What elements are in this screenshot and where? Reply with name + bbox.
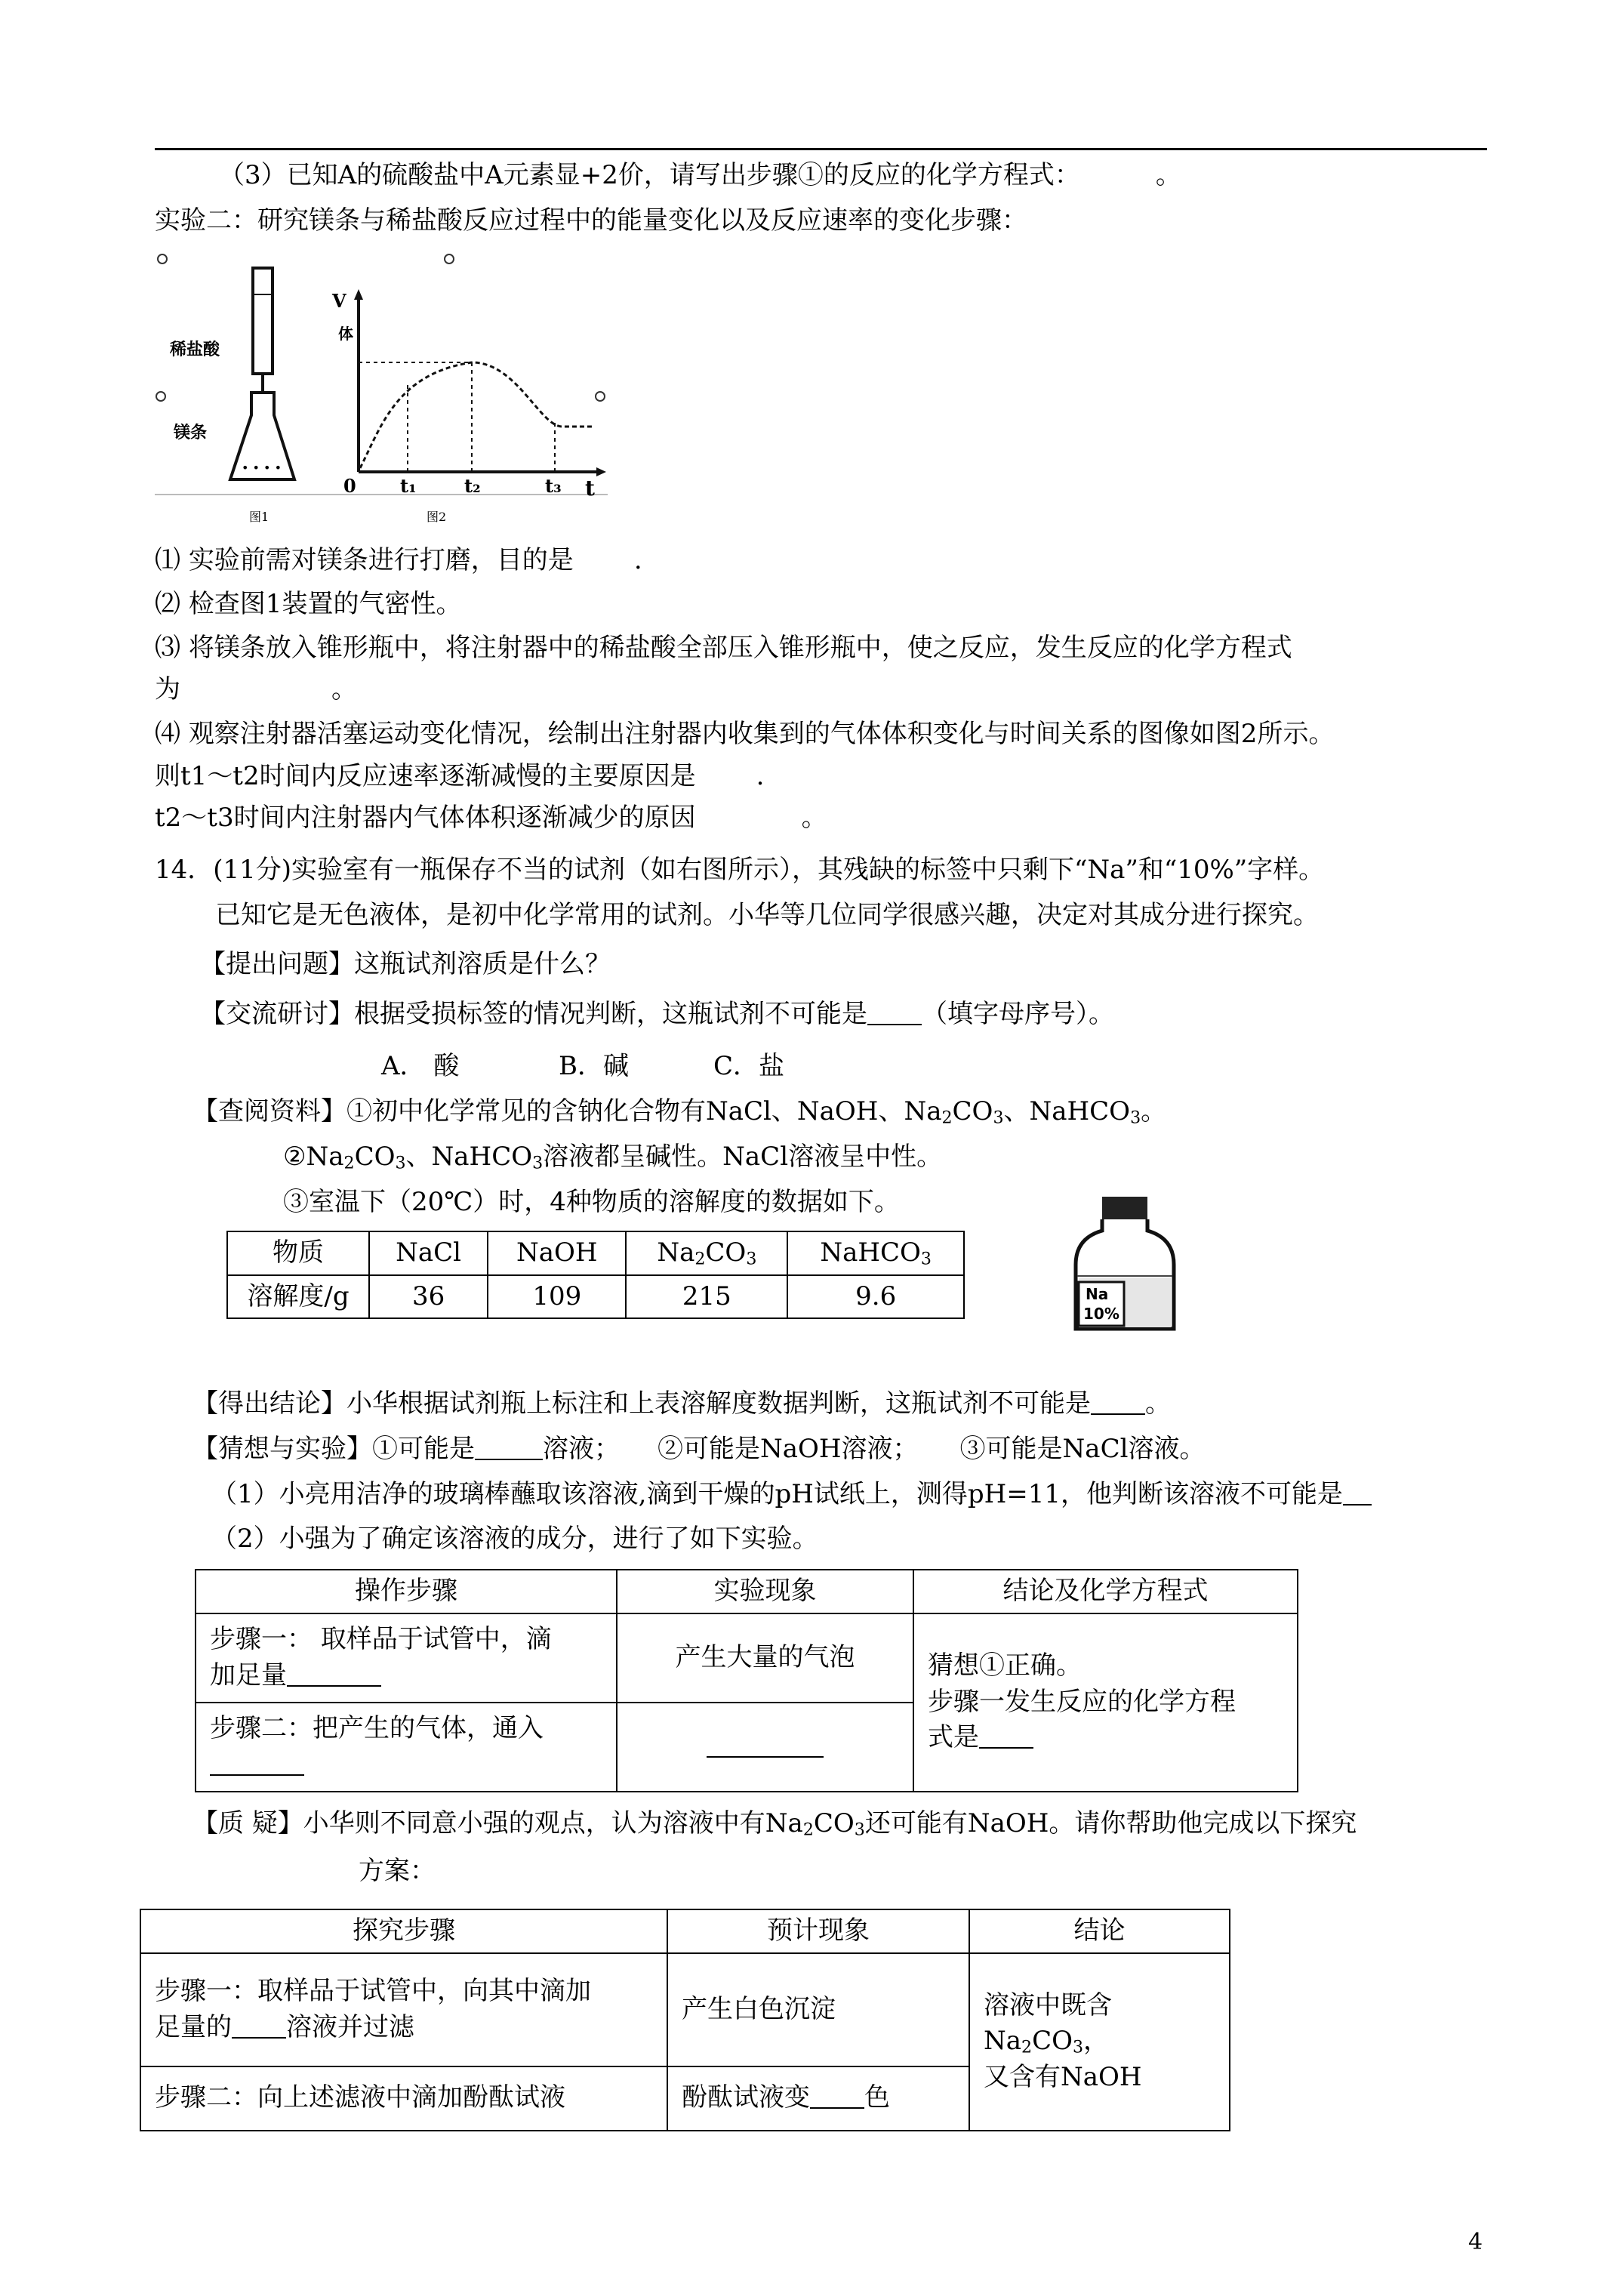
exp-header-steps: 操作步骤 [196,1570,617,1613]
figure-1-caption: 图1 [249,510,269,524]
plan-step-1-tail: 溶液并过滤 [286,2011,414,2042]
option-c: C．盐 [713,1051,785,1081]
sol-value-na2co3: 215 [626,1275,787,1319]
guess-mid-3: ③可能是NaCl溶液。 [959,1434,1206,1464]
reference-2: $②Na_2CO_3$、NaHCO$_3$溶液都呈碱性。NaCl溶液呈中性。 [283,1142,943,1173]
step-3-cont-text: 为 [155,674,180,704]
part-1-text: （1）小亮用洁净的玻璃棒蘸取该溶液,滴到干燥的pH试纸上，测得pH=11，他判断该溶液不可能是 [211,1479,1344,1509]
step-4-num: ⑷ [155,719,180,749]
guess-mid-1: 溶液； [543,1434,620,1464]
part-1-blank[interactable] [1343,1478,1372,1505]
syringe-icon [253,268,273,374]
plan-expected-1: 产生白色沉淀 [667,1953,969,2066]
exp-step-2-line-a: 步骤二：把产生的气体，通入 [210,1713,544,1743]
conclusion-tail: 。 [1145,1388,1171,1419]
bottle-label-na: Na [1086,1285,1109,1303]
q14-line-2: 已知它是无色液体，是初中化学常用的试剂。小华等几位同学很感兴趣，决定对其成分进行探究。 [215,900,1319,930]
part-1-line [211,1478,1372,1510]
plan-step-1-pre: 足量的 [155,2011,232,2042]
label-dilute-hcl: 稀盐酸 [170,340,220,359]
question-3-text: （3）已知A的硫酸盐中A元素显+2价，请写出步骤①的反应的化学方程式： [219,160,1080,190]
option-b: B．碱 [559,1051,629,1081]
step-1-tail: . [633,545,642,575]
apparatus-and-graph-figure [155,253,608,532]
solubility-table [226,1231,965,1319]
sol-header-na2co3: $Na_2CO_3$ [626,1231,787,1275]
plan-conclusion-co: CO [1032,2026,1073,2057]
plan-conclusion-tail: ， [1083,2026,1110,2057]
doubt-line: 【质 疑】小华则不同意小强的观点，认为溶液中有$Na_2CO_3$还可能有NaOH。请你帮助他完成以下探究 [192,1808,1357,1840]
step-3-cont-tail: 。 [331,674,357,704]
part-2-line: （2）小强为了确定该溶液的成分，进行了如下实验。 [211,1524,818,1554]
exp-conclusion-blank[interactable] [979,1721,1033,1749]
t1-label: t₁ [400,475,417,497]
sol-row-label: 溶解度/g [227,1275,369,1319]
step-4-cont-1 [155,761,764,792]
step-3 [155,633,1292,664]
step-4-cont-1-tail: . [756,761,765,791]
exp-conclusion-line-2: 步骤一发生反应的化学方程 [928,1686,1236,1717]
exp-step-1 [196,1613,617,1703]
plan-expected-2-tail: 色 [864,2082,890,2113]
header-rule [155,148,1487,150]
figure-2-caption: 图2 [427,510,447,524]
plan-table [140,1909,1230,2131]
step-4-text: 观察注射器活塞运动变化情况，绘制出注射器内收集到的气体体积变化与时间关系的图像如图2所示。 [188,719,1335,749]
q14-line-1: 14．(11分)实验室有一瓶保存不当的试剂（如右图所示），其残缺的标签中只剩下“Na”和“10%”字样。 [155,855,1325,885]
plan-expected-2 [667,2066,969,2131]
option-a: A． 酸 [381,1051,460,1081]
plan-header-expected: 预计现象 [667,1909,969,1953]
reagent-bottle-icon [1061,1193,1189,1336]
t3-label: t₃ [545,475,562,497]
plan-step-1-blank[interactable] [232,2011,286,2039]
plan-conclusion-pre: 溶液中既含Na [984,1989,1112,2057]
reference-2-na: ②Na [283,1142,344,1172]
exp-conclusion [913,1613,1298,1792]
question-3 [219,160,1181,191]
plan-step-1-line-a: 步骤一：取样品于试管中，向其中滴加 [155,1976,591,2006]
exp-observation-1: 产生大量的气泡 [617,1613,913,1703]
step-4-cont-1-text: 则t1～t2时间内反应速率逐渐减慢的主要原因是 [155,761,696,791]
sol-value-nahco3: 9.6 [787,1275,964,1319]
reference-2-co: CO [354,1142,396,1172]
step-2-text: 检查图1装置的气密性。 [188,589,462,619]
bottle-label-percent: 10% [1083,1305,1119,1323]
reference-2-tail: 溶液都呈碱性。NaCl溶液呈中性。 [543,1142,943,1172]
exp-conclusion-line-1: 猜想①正确。 [928,1650,1082,1681]
plan-expected-2-pre: 酚酞试液变 [682,2082,810,2113]
step-1-num: ⑴ [155,545,180,575]
guess-mid-2: ②可能是NaOH溶液； [658,1434,919,1464]
step-1 [155,545,642,576]
step-4 [155,719,1334,750]
doubt-co: CO [813,1808,855,1838]
reference-1-text: 【查阅资料】①初中化学常见的含钠化合物有NaCl、NaOH、Na [192,1096,942,1126]
step-4-cont-2-text: t2～t3时间内注射器内气体体积逐渐减少的原因 [155,803,696,833]
conclusion-text: 【得出结论】小华根据试剂瓶上标注和上表溶解度数据判断，这瓶试剂不可能是 [192,1388,1091,1419]
exp-step-1-blank[interactable] [287,1660,381,1687]
exp-observation-2-blank[interactable] [707,1730,824,1758]
guess-pre: 【猜想与实验】①可能是 [192,1434,475,1464]
axis-v-label: V [332,290,346,312]
plan-step-1 [140,1953,667,2066]
answer-blank[interactable] [867,998,922,1025]
plan-header-conclusion: 结论 [969,1909,1230,1953]
doubt-line-2: 方案： [359,1856,436,1886]
doubt-tail: 还可能有NaOH。请你帮助他完成以下探究 [864,1808,1357,1838]
step-4-cont-2 [155,803,827,834]
step-3-cont [155,674,357,705]
exp-step-1-line-a: 步骤一： 取样品于试管中，滴 [210,1624,552,1654]
plan-header-steps: 探究步骤 [140,1909,667,1953]
sol-header-nacl: NaCl [369,1231,488,1275]
plan-step-2: 步骤二：向上述滤液中滴加酚酞试液 [140,2066,667,2131]
exp-step-1-line-b: 加足量 [210,1660,287,1690]
reference-1: 【查阅资料】①初中化学常见的含钠化合物有NaCl、NaOH、$Na_2CO_3$、NaHCO$_3$。 [192,1096,1167,1128]
svg-text:• • • •: • • • • [242,461,282,475]
step-1-text: 实验前需对镁条进行打磨，目的是 [188,545,574,575]
plan-conclusion-line-2: 又含有NaOH [984,2061,1142,2092]
axis-v-sub-label: 体 [338,325,353,343]
sol-value-nacl: 36 [369,1275,488,1319]
step-2 [155,589,461,620]
plan-expected-2-blank[interactable] [810,2082,864,2109]
volume-curve [360,362,593,468]
sol-value-naoh: 109 [488,1275,626,1319]
sol-header-substance: 物质 [227,1231,369,1275]
exp-step-2 [196,1703,617,1792]
label-magnesium: 镁条 [174,423,208,442]
origin-label: 0 [343,475,356,497]
exp-header-observation: 实验现象 [617,1570,913,1613]
guess-line [192,1433,1205,1465]
page-number: 4 [1468,2229,1483,2255]
sol-header-naoh: NaOH [488,1231,626,1275]
doubt-pre: 【质 疑】小华则不同意小强的观点，认为溶液中有Na [192,1808,803,1838]
step-4-cont-2-tail: 。 [801,803,827,833]
question-3-end: 。 [1155,160,1181,190]
exp-conclusion-line-3: 式是 [928,1722,979,1753]
exp-step-2-blank[interactable] [210,1749,304,1776]
step-3-num: ⑶ [155,633,180,663]
step-3-text: 将镁条放入锥形瓶中，将注射器中的稀盐酸全部压入锥形瓶中，使之反应，发生反应的化学方程式 [188,633,1292,663]
ask-question: 【提出问题】这瓶试剂溶质是什么？ [200,949,611,979]
reference-3: ③室温下（20℃）时，4种物质的溶解度的数据如下。 [283,1187,900,1217]
t2-label: t₂ [464,475,481,497]
t-axis-label: t [585,476,595,501]
discussion-tail: （填字母序号）。 [922,999,1114,1029]
conclusion-line [192,1388,1171,1419]
guess-blank[interactable] [475,1433,543,1460]
discussion-text: 【交流研讨】根据受损标签的情况判断，这瓶试剂不可能是 [200,999,867,1029]
conclusion-blank[interactable] [1091,1388,1145,1415]
discussion-line [200,998,1114,1030]
exp-observation-2 [617,1703,913,1792]
exp-header-conclusion: 结论及化学方程式 [913,1570,1298,1613]
plan-conclusion: 溶液中既含$Na_2CO_3$， 又含有NaOH [969,1953,1230,2131]
experiment-2-title: 实验二：研究镁条与稀盐酸反应过程中的能量变化以及反应速率的变化步骤： [155,205,1027,236]
experiment-table [195,1569,1298,1792]
sol-header-nahco3: NaHCO$_3$ [787,1231,964,1275]
step-2-num: ⑵ [155,589,180,619]
